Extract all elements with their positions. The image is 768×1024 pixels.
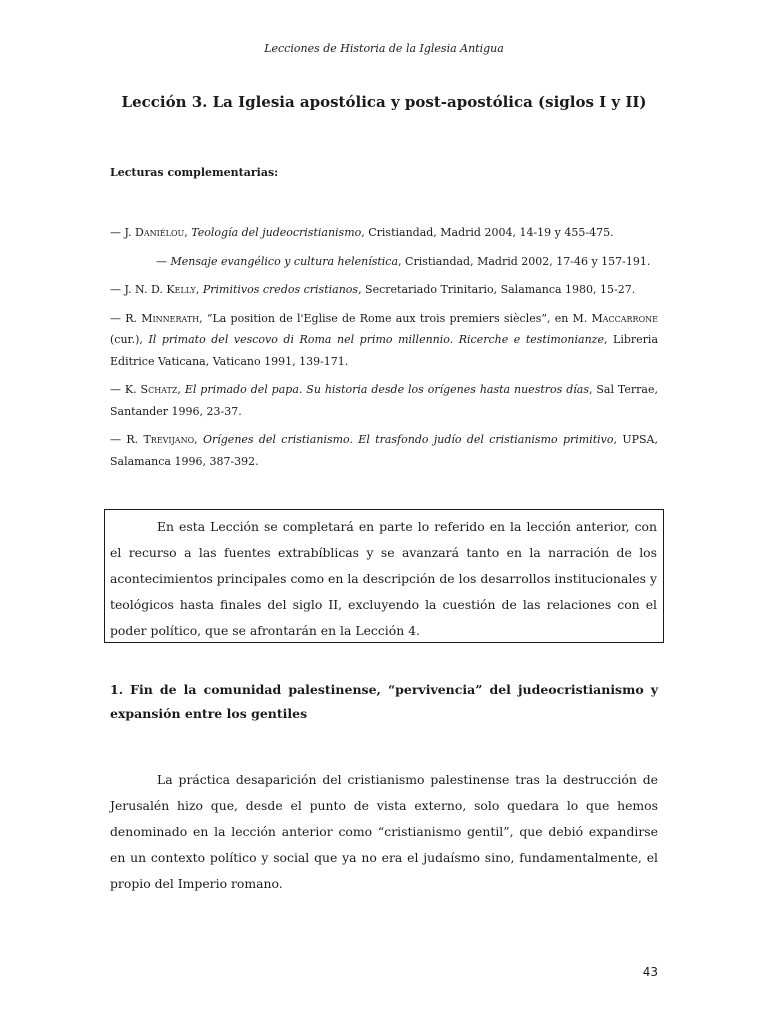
reference-item: — Mensaje evangélico y cultura helenística, Cristiandad, Madrid 2002, 17-46 y 157-191.: [156, 254, 651, 268]
reference-work: Mensaje evangélico y cultura helenística: [170, 254, 399, 268]
section-body: [110, 767, 658, 897]
reference-list: [110, 222, 658, 479]
reference-author: Trevijano: [143, 433, 195, 446]
reference-work: Primitivos credos cristianos: [202, 283, 359, 296]
lesson-title: Lección 3. La Iglesia apostólica y post-apostólica (siglos I y II): [121, 93, 647, 111]
reference-author: Kelly: [166, 283, 196, 296]
lesson-summary-box: [104, 509, 664, 643]
reference-item: — R. Trevijano, Orígenes del cristianismo. El trasfondo judío del cristianismo primitivo, UPSA, Salamanca 1996, 387-392.: [110, 433, 658, 468]
reference-work: Teología del judeocristianismo: [191, 226, 362, 239]
page-number: 43: [642, 965, 658, 979]
body-paragraph: La práctica desaparición del cristianismo palestinense tras la destrucción de Jerusalén hizo que, desde el punto de vista externo, solo quedara lo que hemos denominado en la lección anterior como “cristianismo gentil”, que debió expandirse en un contexto político y social que ya no era el judaísmo sino, fundamentalmente, el propio del Imperio romano.: [110, 772, 658, 891]
reference-work: El primado del papa. Su historia desde los orígenes hasta nuestros días: [184, 383, 589, 396]
section-heading: 1. Fin de la comunidad palestinense, “pervivencia” del judeocristianismo y expansión entre los gentiles: [110, 682, 658, 721]
reference-author: Schatz: [140, 383, 178, 396]
reference-work: Il primato del vescovo di Roma nel primo millennio. Ricerche e testimonianze: [148, 333, 604, 346]
reference-editor: Maccarrone: [591, 311, 658, 325]
reference-author: Daniélou: [135, 226, 185, 239]
readings-heading: Lecturas complementarias:: [110, 166, 279, 179]
reference-work: Orígenes del cristianismo. El trasfondo judío del cristianismo primitivo: [202, 433, 614, 446]
reference-item: — R. Minnerath, “La position de l'Eglise de Rome aux trois premiers siècles”, en M. Maccarrone (cur.), Il primato del vescovo di Roma nel primo millennio. Ricerche e testimonianze, Libreria Editrice Vaticana, Vaticano 1991, 139-171.: [110, 311, 659, 368]
reference-item: — J. Daniélou, Teología del judeocristianismo, Cristiandad, Madrid 2004, 14-19 y 455-475.: [110, 226, 614, 239]
reference-item: — J. N. D. Kelly, Primitivos credos cristianos, Secretariado Trinitario, Salamanca 1980, 15-27.: [110, 283, 636, 296]
reference-author: Minnerath: [141, 311, 200, 325]
lesson-summary-text: En esta Lección se completará en parte lo referido en la lección anterior, con el recurso a las fuentes extrabíblicas y se avanzará tanto en la narración de los acontecimientos principales como en la descripción de los desarrollos institucionales y teológicos hasta finales del siglo II, excluyendo la cuestión de las relaciones con el poder político, que se afrontarán en la Lección 4.: [110, 519, 657, 638]
reference-item: — K. Schatz, El primado del papa. Su historia desde los orígenes hasta nuestros días, Sal Terrae, Santander 1996, 23-37.: [110, 383, 658, 418]
running-header: Lecciones de Historia de la Iglesia Antigua: [264, 42, 504, 55]
